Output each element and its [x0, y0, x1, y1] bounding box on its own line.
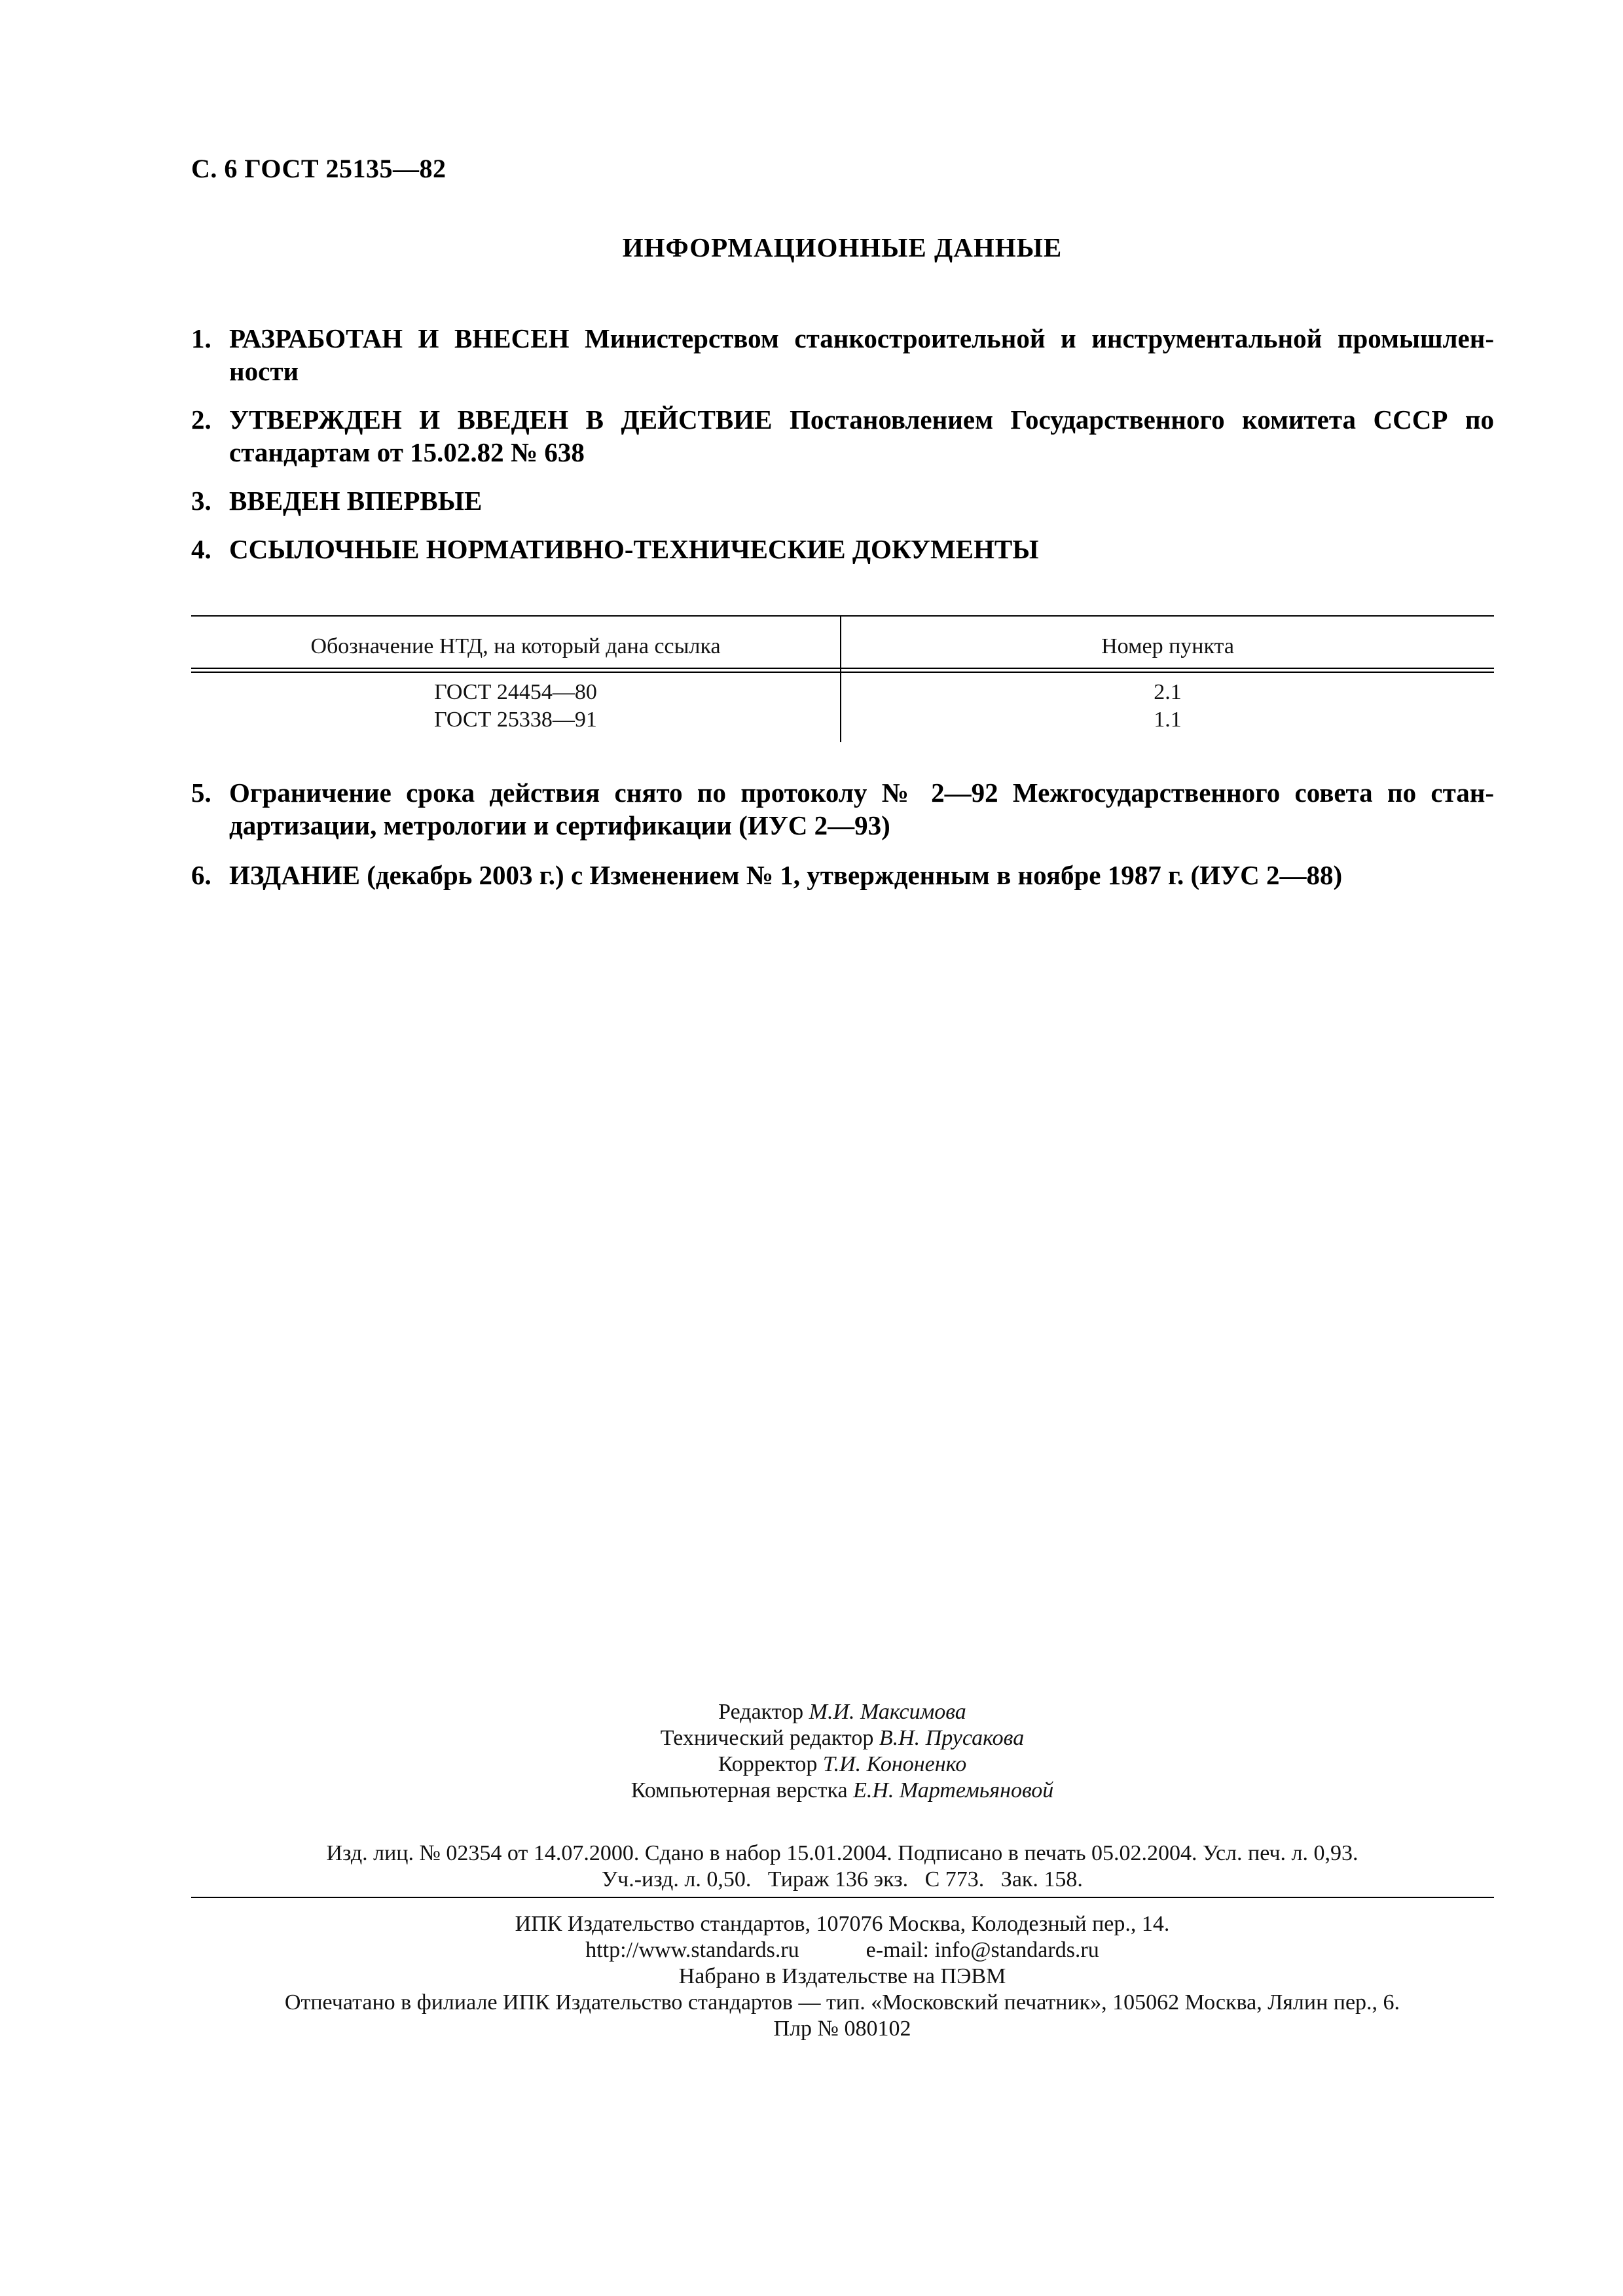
publication-line: Уч.-изд. л. 0,50. Тираж 136 экз. С 773. Зак. 158.: [602, 1867, 1083, 1892]
list-item: [191, 403, 1494, 469]
credits-block: [0, 1699, 1623, 1804]
credit-name: М.И. Максимова: [809, 1700, 966, 1724]
item-text: ССЫЛОЧНЫЕ НОРМАТИВНО-ТЕХНИЧЕСКИЕ ДОКУМЕНТЫ: [229, 534, 1039, 564]
publisher-line: Набрано в Издательстве на ПЭВМ: [678, 1964, 1006, 1988]
table-cell: ГОСТ 25338—91: [434, 708, 597, 732]
publisher-line: ИПК Издательство стандартов, 107076 Москва, Колодезный пер., 14.: [515, 1912, 1170, 1936]
publisher-line: Отпечатано в филиале ИПК Издательство стандартов — тип. «Московский печатник», 105062 Москва, Лялин пер., 6.: [284, 1990, 1400, 2015]
item-text: УТВЕРЖДЕН И ВВЕДЕН В ДЕЙСТВИЕ Постановлением Государственного комитета СССР по стандартам от 15.02.82 № 638: [229, 404, 1494, 467]
item-number: 1.: [191, 323, 211, 353]
credit-line: [0, 1699, 1623, 1725]
list-item: [191, 484, 1494, 517]
credit-line: [0, 1778, 1623, 1804]
section-title: ИНФОРМАЦИОННЫЕ ДАННЫЕ: [622, 232, 1063, 262]
list-item: [191, 776, 1494, 842]
table-cell: ГОСТ 24454—80: [434, 680, 597, 704]
credit-line: [0, 1725, 1623, 1751]
item-number: 4.: [191, 534, 211, 564]
publication-info: [0, 1840, 1623, 1893]
list-item: [191, 533, 1494, 565]
item-text: Ограничение срока действия снято по протоколу № 2—92 Межгосударственного совета по стан-дартизации, метрологии и сертификации (ИУС 2—93): [229, 778, 1494, 840]
item-number: 2.: [191, 404, 211, 435]
table-top-rule: [191, 615, 1494, 617]
page-header: С. 6 ГОСТ 25135—82: [191, 154, 447, 183]
credit-role: Редактор: [718, 1700, 804, 1724]
item-text: ВВЕДЕН ВПЕРВЫЕ: [229, 486, 483, 516]
item-number: 6.: [191, 860, 211, 890]
credit-role: Компьютерная верстка: [630, 1778, 848, 1803]
item-text: РАЗРАБОТАН И ВНЕСЕН Министерством станкостроительной и инструментальной промышлен-ности: [229, 323, 1494, 386]
credit-name: Е.Н. Мартемьяновой: [853, 1778, 1054, 1803]
publication-line: Изд. лиц. № 02354 от 14.07.2000. Сдано в набор 15.01.2004. Подписано в печать 05.02.2004. Усл. печ. л. 0,93.: [326, 1841, 1359, 1865]
publisher-line: http://www.standards.ru e-mail: info@standards.ru: [585, 1938, 1099, 1962]
credit-name: В.Н. Прусакова: [879, 1726, 1025, 1750]
credit-name: Т.И. Кононенко: [822, 1752, 967, 1776]
item-number: 3.: [191, 486, 211, 516]
publisher-line: Плр № 080102: [773, 2017, 911, 2041]
list-item: [191, 859, 1494, 891]
imprint-divider: [191, 1897, 1494, 1898]
list-item: [191, 322, 1494, 387]
credit-line: [0, 1751, 1623, 1778]
table-header-rule: [191, 672, 1494, 673]
table-header-cell: Обозначение НТД, на который дана ссылка: [310, 634, 721, 658]
table-header-cell: Номер пункта: [1101, 634, 1234, 658]
credit-role: Корректор: [718, 1752, 818, 1776]
table-cell: 1.1: [1154, 708, 1182, 732]
publisher-info: [0, 1911, 1623, 2042]
item-number: 5.: [191, 778, 211, 808]
table-cell: 2.1: [1154, 680, 1182, 704]
item-text: ИЗДАНИЕ (декабрь 2003 г.) с Изменением № 1, утвержденным в ноябре 1987 г. (ИУС 2—88): [229, 860, 1343, 890]
table-header-rule: [191, 668, 1494, 669]
credit-role: Технический редактор: [660, 1726, 874, 1750]
